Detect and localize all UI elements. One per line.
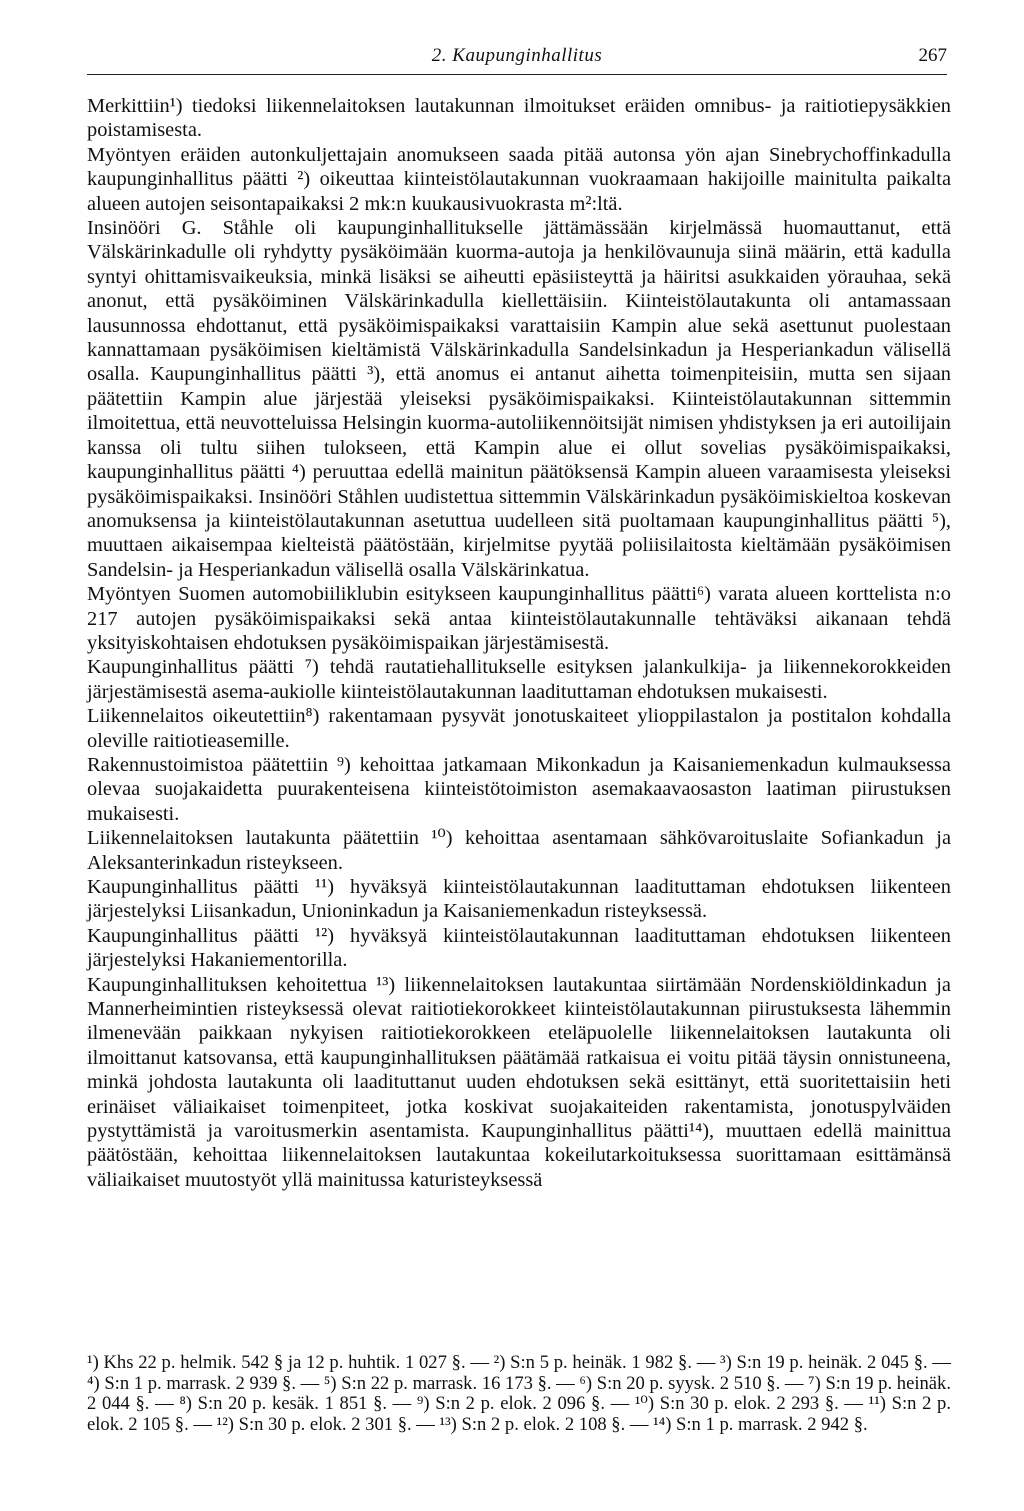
footnotes bbox=[87, 1353, 951, 1435]
paragraph: Liikennelaitos oikeutettiin⁸) rakentamaan pysyvät jonotuskaiteet ylioppilastalon ja postitalon kohdalla oleville raitiotieasemille. bbox=[87, 705, 951, 752]
paragraph: Kaupunginhallitus päätti ¹²) hyväksyä kiinteistölautakunnan laadituttaman ehdotuksen liikenteen järjestelyksi Hakaniementorilla. bbox=[87, 924, 951, 972]
footnote-text: ¹) Khs 22 p. helmik. 542 § ja 12 p. huhtik. 1 027 §. — ²) S:n 5 p. heinäk. 1 982 §. — ³) S:n 19 p. heinäk. 2 045 §. — ⁴) S:n 1 p. marrask. 2 939 §. — ⁵) S:n 22 p. marrask. 16 173 §. — ⁶) S:n 20 p. syysk. 2 510 §. — ⁷) S:n 19 p. heinäk. 2 044 §. — ⁸) S:n 20 p. kesäk. 1 851 §. — ⁹) S:n 2 p. elok. 2 096 §. — ¹⁰) S:n 30 p. elok. 2 293 §. — ¹¹) S:n 2 p. elok. 2 105 §. — ¹²) S:n 30 p. elok. 2 301 §. — ¹³) S:n 2 p. elok. 2 108 §. — ¹⁴) S:n 1 p. marrask. 2 942 §. bbox=[87, 1352, 951, 1435]
paragraph: Kaupunginhallitus päätti ⁷) tehdä rautatiehallitukselle esityksen jalankulkija- ja liikennekorokkeiden järjestämisestä asema-aukiolle kiinteistölautakunnan laadituttaman ehdotuksen mukaisesti. bbox=[87, 656, 951, 703]
running-header bbox=[87, 42, 947, 75]
paragraph: Myöntyen eräiden autonkuljettajain anomukseen saada pitää autonsa yön ajan Sinebrychoffinkadulla kaupunginhallitus päätti ²) oikeuttaa kiinteistölautakunnan vuokraamaan hakijoille mainitulta paikalta alueen autojen seisontapaikaksi 2 mk:n kuukausivuokrasta m²:ltä. bbox=[87, 143, 951, 215]
paragraph: Liikennelaitoksen lautakunta päätettiin ¹⁰) kehoittaa asentamaan sähkövaroituslaite Sofiankadun ja Aleksanterinkadun risteykseen. bbox=[87, 827, 951, 874]
paragraph: Merkittiin¹) tiedoksi liikennelaitoksen lautakunnan ilmoitukset eräiden omnibus- ja raitiotiepysäkkien poistamisesta. bbox=[87, 95, 951, 142]
paragraph: Myöntyen Suomen automobiiliklubin esitykseen kaupunginhallitus päätti⁶) varata alueen korttelista n:o 217 autojen pysäköimispaikaksi sekä antaa kiinteistölautakunnalle tehtäväksi aikanaan tehdä yksityiskohtaisen ehdotuksen pysäköimispaikan järjestämisestä. bbox=[87, 583, 951, 654]
paragraph: Insinööri G. Ståhle oli kaupunginhallitukselle jättämässään kirjelmässä huomauttanut, että Välskärinkadulle oli ryhdytty pysäköimään kuorma-autoja ja henkilövaunuja siinä määrin, että kadulla syntyi ohittamisvaikeuksia, minkä lisäksi se aiheutti epäsiisteyttä ja häiritsi asukkaiden yörauhaa, sekä anonut, että pysäköiminen Välskärinkadulla kiellettäisiin. Kiinteistölautakunta oli antamassaan lausunnossa ehdottanut, että pysäköimispaikaksi varattaisiin Kampin alue sekä asettunut puolestaan kannattamaan pysäköimisen kieltämistä Välskärinkadulla Sandelsinkadun ja Hesperiankadun välisellä osalla. Kaupunginhallitus päätti ³), että anomus ei antanut aihetta toimenpiteisiin, mutta sen sijaan päätettiin Kampin alue järjestää yleiseksi pysäköimispaikaksi. Kiinteistölautakunnan sittemmin ilmoitettua, että neuvotteluissa Helsingin kuorma-autoliikennöitsijät nimisen yhdistyksen ja eri autoilijain kanssa oli tultu siihen tulokseen, että Kampin alue ei ollut sovelias pysäköimispaikaksi, kaupunginhallitus päätti ⁴) peruuttaa edellä mainitun päätöksensä Kampin alueen varaamisesta yleiseksi pysäköimispaikaksi. Insinööri Ståhlen uudistettua sittemmin Välskärinkadun pysäköimiskieltoa koskevan anomuksensa ja kiinteistölautakunnan asetuttua uudelleen sitä puoltamaan kaupunginhallitus päätti ⁵), muuttaen aikaisempaa kielteistä päätöstään, kirjelmitse pyytää poliisilaitosta kieltämään pysäköimisen Sandelsin- ja Hesperiankadun välisellä osalla Välskärinkatua. bbox=[87, 217, 951, 581]
body-text bbox=[87, 94, 951, 1192]
paragraph: Kaupunginhallituksen kehoitettua ¹³) liikennelaitoksen lautakuntaa siirtämään Nordenskiöldinkadun ja Mannerheimintien risteyksessä olevat raitiotiekorokkeet kiinteistölautakunnan piirustuksesta lähemmin ilmenevään paikkaan nykyisen raitiotiekorokkeen eteläpuolelle liikennelaitoksen lautakunta oli ilmoittanut katsovansa, että kaupunginhallituksen päätämää ratkaisua ei voitu pitää täysin onnistuneena, minkä johdosta lautakunta oli laadituttanut uuden ehdotuksen sekä esittänyt, että suoritettaisiin heti erinäiset väliaikaiset toimenpiteet, jotka koskivat suojakaiteiden rakentamista, jonotuspylväiden pystyttämistä ja varoitusmerkin asentamista. Kaupunginhallitus päätti¹⁴), muuttaen edellä mainittua päätöstään, kehoittaa liikennelaitoksen lautakuntaa kokeilutarkoituksessa suorittamaan esittämänsä väliaikaiset muutostyöt yllä mainitussa katuristeyksessä bbox=[87, 973, 951, 1191]
page-number: 267 bbox=[918, 45, 947, 66]
paragraph: Rakennustoimistoa päätettiin ⁹) kehoittaa jatkamaan Mikonkadun ja Kaisaniemenkadun kulmauksessa olevaa suojakaidetta puurakenteisena kiinteistötoimiston asemakaavaosaston laatiman piirustuksen mukaisesti. bbox=[87, 753, 951, 825]
section-title: 2. Kaupunginhallitus bbox=[431, 45, 603, 66]
paragraph: Kaupunginhallitus päätti ¹¹) hyväksyä kiinteistölautakunnan laadituttaman ehdotuksen liikenteen järjestelyksi Liisankadun, Unioninkadun ja Kaisaniemenkadun risteyksessä. bbox=[87, 876, 951, 923]
